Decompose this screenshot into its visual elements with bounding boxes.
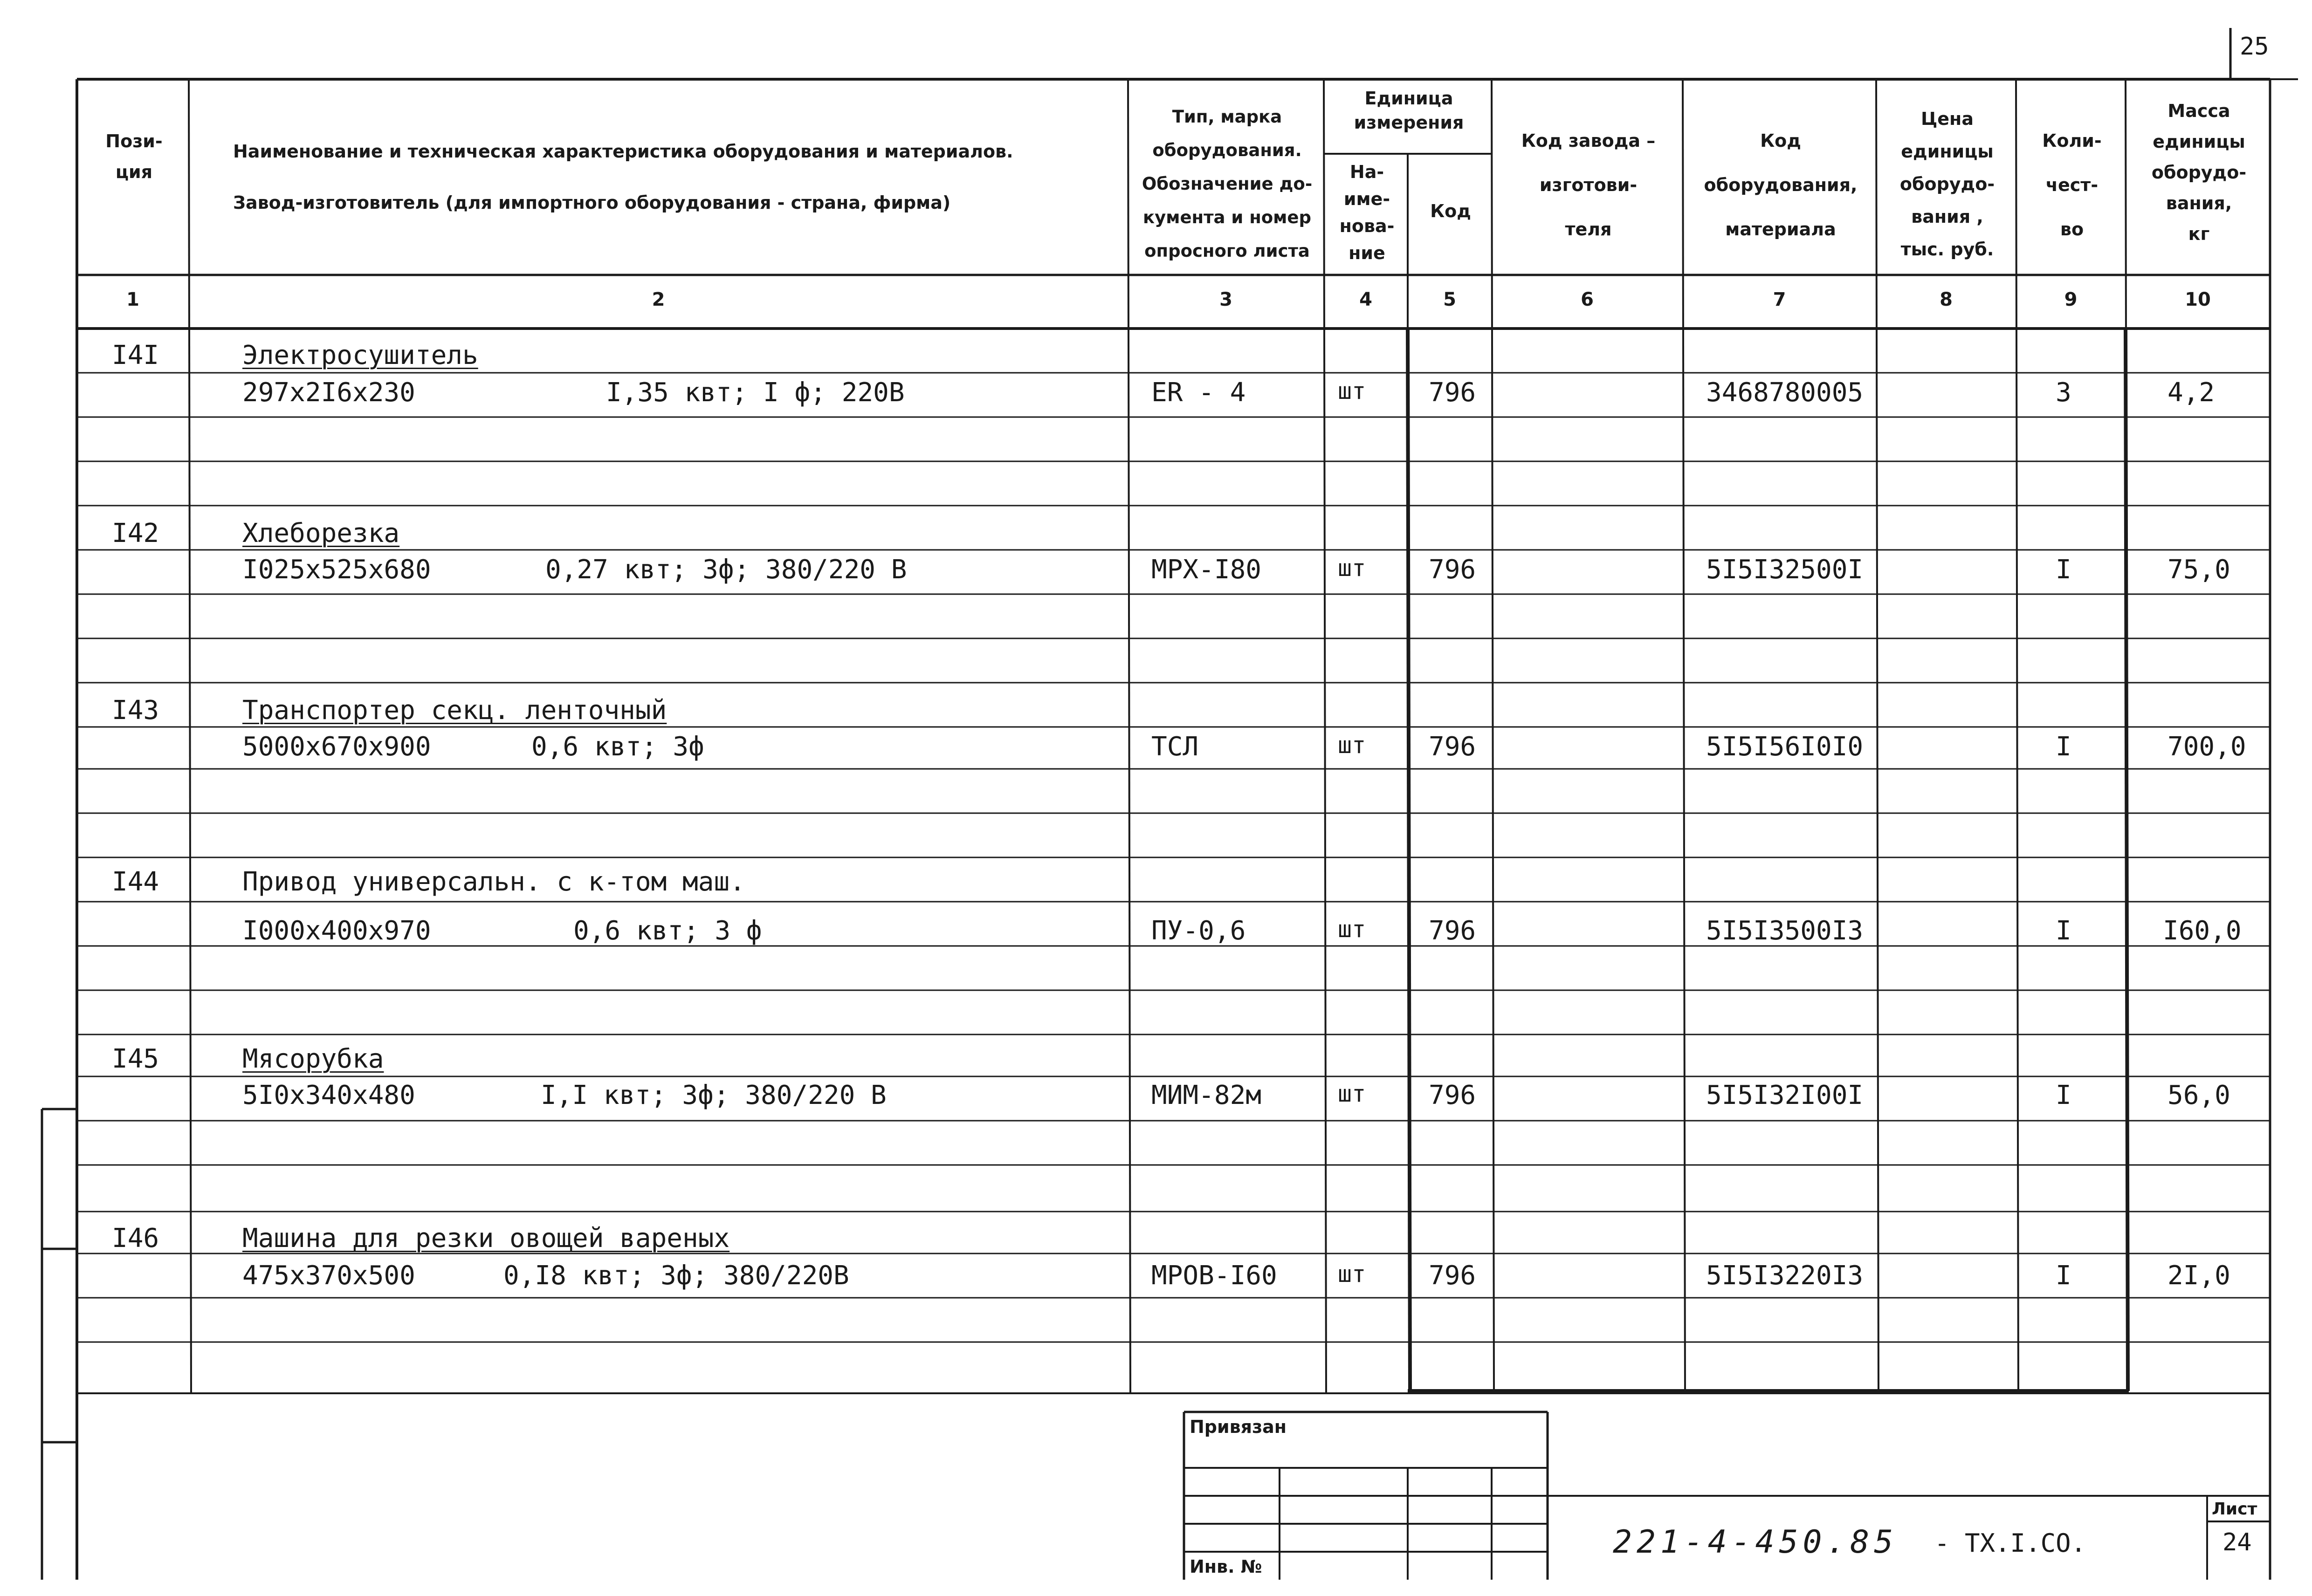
row-position: I42 — [112, 518, 159, 548]
row-type: ТСЛ — [1151, 732, 1199, 762]
row-dimensions: 297х2I6х230 — [242, 377, 415, 408]
row-quantity: I — [2056, 916, 2071, 946]
header-position: Пози- ция — [105, 131, 163, 182]
row-mass: 75,0 — [2168, 555, 2230, 585]
header-mass: Масса единицы оборудо- вания, кг — [2151, 101, 2247, 244]
document-code: 221-4-450.85 — [1613, 1524, 1898, 1561]
row-equipment-code: 5I5I56I0I0 — [1706, 732, 1864, 762]
row-equipment-code: 5I5I3220I3 — [1706, 1260, 1864, 1291]
row-quantity: 3 — [2056, 377, 2071, 408]
row-type: МРОВ-I60 — [1151, 1260, 1277, 1291]
column-number: 6 — [1581, 289, 1594, 310]
row-unit-code: 796 — [1429, 377, 1476, 408]
row-dimensions: I000х400х970 — [242, 916, 431, 946]
row-mass: 56,0 — [2168, 1080, 2230, 1110]
row-mass: 2I,0 — [2168, 1260, 2230, 1291]
column-number: 5 — [1443, 289, 1456, 310]
row-dimensions: 5000х670х900 — [242, 732, 431, 762]
header-unit-code: Код — [1430, 201, 1471, 221]
row-dimensions: I025х525х680 — [242, 555, 431, 585]
column-number: 4 — [1359, 289, 1372, 310]
column-number: 8 — [1940, 289, 1953, 310]
row-unit: шт — [1338, 916, 1366, 943]
column-number: 9 — [2064, 289, 2078, 310]
row-unit-code: 796 — [1429, 1080, 1476, 1110]
row-name: Привод универсальн. с к-том маш. — [242, 867, 745, 897]
sheet-label: Лист — [2212, 1500, 2257, 1519]
row-type: МРХ-I80 — [1151, 555, 1262, 585]
row-position: I46 — [112, 1223, 159, 1254]
row-unit: шт — [1338, 732, 1366, 759]
row-unit-code: 796 — [1429, 916, 1476, 946]
header-unit-group: Единица измерения — [1354, 88, 1464, 133]
row-unit: шт — [1338, 377, 1366, 404]
row-specs: 0,6 квт; 3ф — [531, 732, 704, 762]
row-equipment-code: 5I5I32500I — [1706, 555, 1864, 585]
document-suffix: - ТХ.I.СО. — [1934, 1528, 2086, 1558]
row-specs: I,I квт; 3ф; 380/220 В — [541, 1080, 887, 1110]
row-position: I44 — [112, 867, 159, 897]
row-equipment-code: 5I5I3500I3 — [1706, 916, 1864, 946]
header-unit-name: На- име- нова- ние — [1339, 162, 1395, 263]
row-specs: 0,I8 квт; 3ф; 380/220В — [503, 1260, 849, 1291]
row-name: Мясорубка — [242, 1044, 384, 1074]
stamp-inventory-number: Инв. № — [1190, 1556, 1262, 1577]
row-unit: шт — [1338, 555, 1366, 582]
row-position: I43 — [112, 695, 159, 726]
row-equipment-code: 5I5I32I00I — [1706, 1080, 1864, 1110]
row-quantity: I — [2056, 1260, 2071, 1291]
column-number: 7 — [1773, 289, 1786, 310]
row-quantity: I — [2056, 732, 2071, 762]
page-corner-number: 25 — [2240, 33, 2269, 61]
row-type: ER - 4 — [1151, 377, 1246, 408]
column-number: 1 — [126, 289, 139, 310]
sheet-number: 24 — [2223, 1528, 2252, 1556]
row-mass: 700,0 — [2168, 732, 2246, 762]
row-position: I4I — [112, 340, 159, 370]
row-type: МИМ-82м — [1151, 1080, 1262, 1110]
row-mass: 4,2 — [2168, 377, 2215, 408]
header-name: Наименование и техническая характеристика оборудования и материалов. Завод-изготовитель (для импортного оборудования - страна, фирма) — [233, 141, 1013, 213]
row-quantity: I — [2056, 555, 2071, 585]
row-unit-code: 796 — [1429, 1260, 1476, 1291]
row-unit: шт — [1338, 1080, 1366, 1107]
header-equipment-code: Код оборудования, материала — [1704, 130, 1858, 240]
stamp-privyazan: Привязан — [1190, 1417, 1287, 1437]
row-unit-code: 796 — [1429, 732, 1476, 762]
column-number: 3 — [1219, 289, 1232, 310]
header-plant-code: Код завода – изготови- теля — [1521, 130, 1656, 240]
row-specs: 0,6 квт; 3 ф — [573, 916, 762, 946]
row-type: ПУ-0,6 — [1151, 916, 1246, 946]
row-unit: шт — [1338, 1260, 1366, 1288]
row-name: Электросушитель — [242, 340, 478, 370]
row-name: Машина для резки овощей вареных — [242, 1223, 730, 1254]
header-type: Тип, марка оборудования. Обозначение до- кумента и номер опросного листа — [1142, 107, 1313, 261]
row-specs: 0,27 квт; 3ф; 380/220 В — [545, 555, 907, 585]
header-quantity: Коли- чест- во — [2042, 130, 2102, 240]
row-name: Транспортер секц. ленточный — [242, 695, 667, 726]
row-mass: I60,0 — [2163, 916, 2242, 946]
row-position: I45 — [112, 1044, 159, 1074]
row-dimensions: 5I0х340х480 — [242, 1080, 415, 1110]
row-dimensions: 475х370х500 — [242, 1260, 415, 1291]
row-specs: I,35 квт; I ф; 220В — [606, 377, 905, 408]
column-number: 2 — [652, 289, 665, 310]
header-price: Цена единицы оборудо- вания , тыс. руб. — [1899, 109, 1995, 260]
column-number: 10 — [2185, 289, 2211, 310]
row-quantity: I — [2056, 1080, 2071, 1110]
row-unit-code: 796 — [1429, 555, 1476, 585]
row-equipment-code: 3468780005 — [1706, 377, 1864, 408]
row-name: Хлеборезка — [242, 518, 400, 548]
